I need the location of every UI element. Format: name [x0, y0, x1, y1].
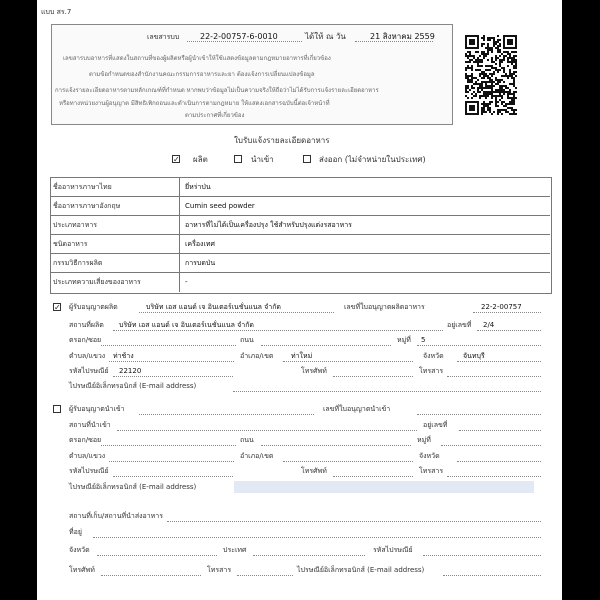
row-food-type-value: เครื่องเทศ: [185, 240, 215, 248]
row-risk-value: -: [185, 278, 188, 286]
licensee-subdistrict: ท่าช้าง: [113, 352, 134, 360]
licensee-checkbox[interactable]: [53, 303, 61, 311]
notice-line-4: หรือทางหน่วยงานผู้อนุญาต มีสิทธิเพิกถอนและดำเนินการตามกฎหมาย ให้แสดงเอกสารฉบับนี้ต่อเจ้าหน้าที่: [59, 100, 330, 107]
importer-district-label: อำเภอ/เขต: [240, 452, 274, 460]
licensee-road-label: ถนน: [240, 336, 254, 344]
type-import-label: นำเข้า: [251, 155, 274, 164]
importer-no-label: อยู่เลขที่: [423, 421, 448, 429]
row-english-name-value: Cumin seed powder: [185, 202, 255, 210]
storage-postal-label: รหัสไปรษณีย์: [373, 546, 413, 554]
form-code: แบบ สร.7: [41, 8, 72, 16]
storage-phone-label: โทรศัพท์: [69, 566, 95, 574]
importer-subdistrict-label: ตำบล/แขวง: [69, 452, 106, 460]
importer-road-label: ถนน: [240, 436, 254, 444]
check-mark-icon: ✓: [54, 303, 61, 312]
storage-at-label: ที่อยู่: [69, 528, 82, 536]
notice-line-1: เลขสารบบอาหารที่แสดงในสถานที่ของผู้ผลิตหรือผู้นำเข้าให้ใช้แสดงข้อมูลตามกฎหมายอาหารที่เกี่ยวข้อง: [63, 55, 331, 62]
type-import-checkbox[interactable]: [234, 155, 242, 163]
type-export-label: ส่งออก (ไม่จำหน่ายในประเทศ): [319, 155, 426, 164]
licensee-district-label: อำเภอ/เขต: [240, 352, 274, 360]
notice-line-2: ตามข้อกำหนดของสำนักงานคณะกรรมการอาหารและยา ต้องแจ้งการเปลี่ยนแปลงข้อมูล: [89, 71, 315, 78]
section-title: ใบรับแจ้งรายละเอียดอาหาร: [234, 136, 330, 145]
licensee-postal: 22120: [119, 367, 142, 375]
licensee-email-label: ไปรษณีย์อิเล็กทรอนิกส์ (E-mail address): [69, 382, 197, 390]
type-export-checkbox[interactable]: [303, 155, 311, 163]
licensee-place-label: สถานที่ผลิต: [69, 321, 104, 329]
importer-place-label: สถานที่นำเข้า: [69, 421, 111, 429]
row-process-label: กรรมวิธีการผลิต: [53, 259, 103, 267]
licensee-moo: 5: [421, 336, 426, 344]
licensee-province-label: จังหวัด: [423, 352, 444, 360]
qr-code-icon: [465, 35, 517, 115]
importer-phone-label: โทรศัพท์: [301, 467, 327, 475]
licensee-soi-label: ตรอก/ซอย: [69, 336, 102, 344]
importer-province-label: จังหวัด: [419, 452, 440, 460]
food-info-table: [50, 177, 552, 294]
doc-no: 22-2-00757-6-0010: [200, 32, 278, 41]
check-mark-icon: ✓: [173, 155, 180, 164]
row-food-type-label: ชนิดอาหาร: [53, 240, 88, 248]
storage-fax-label: โทรสาร: [207, 566, 232, 574]
importer-license-label: เลขที่ใบอนุญาตนำเข้า: [323, 405, 391, 413]
licensee-no: 2/4: [483, 321, 495, 329]
doc-no-label: เลขสารบบ: [147, 33, 180, 41]
licensee-subdistrict-label: ตำบล/แขวง: [69, 352, 106, 360]
importer-moo-label: หมู่ที่: [417, 436, 431, 444]
licensee-phone-label: โทรศัพท์: [301, 367, 327, 375]
importer-checkbox[interactable]: [53, 405, 61, 413]
importer-label: ผู้รับอนุญาตนำเข้า: [69, 405, 125, 413]
storage-country-label: ประเทศ: [223, 546, 247, 554]
importer-fax-label: โทรสาร: [419, 467, 444, 475]
type-produce-checkbox[interactable]: [172, 155, 180, 163]
licensee-name: บริษัท เอส แอนด์ เจ อินเตอร์เนชั่นแนล จำกัด: [146, 303, 281, 311]
importer-email-field[interactable]: [234, 481, 534, 493]
storage-email-label: ไปรษณีย์อิเล็กทรอนิกส์ (E-mail address): [297, 566, 425, 574]
licensee-fax-label: โทรสาร: [419, 367, 444, 375]
licensee-district: ท่าใหม่: [291, 352, 313, 360]
licensee-license-no: 22-2-00757: [481, 303, 522, 311]
licensee-moo-label: หมู่ที่: [397, 336, 411, 344]
licensee-postal-label: รหัสไปรษณีย์: [69, 367, 109, 375]
notice-line-5: ตามประกาศที่เกี่ยวข้อง: [185, 112, 245, 119]
row-food-category-value: อาหารที่ไม่ได้เป็นเครื่องปรุง ใช้สำหรับปรุงแต่งรสอาหาร: [185, 221, 352, 229]
row-risk-label: ประเภทความเสี่ยงของอาหาร: [53, 278, 141, 286]
licensee-province: จันทบุรี: [463, 352, 485, 360]
licensee-license-label: เลขที่ใบอนุญาตผลิตอาหาร: [344, 303, 425, 311]
type-produce-label: ผลิต: [193, 155, 208, 164]
importer-postal-label: รหัสไปรษณีย์: [69, 467, 109, 475]
row-thai-name-label: ชื่ออาหารภาษาไทย: [53, 183, 112, 191]
licensee-label: ผู้รับอนุญาตผลิต: [69, 303, 118, 311]
licensee-place: บริษัท เอส แอนด์ เจ อินเตอร์เนชั่นแนล จำกัด: [119, 321, 254, 329]
row-food-category-label: ประเภทอาหาร: [53, 221, 98, 229]
row-thai-name-value: ยี่หร่าป่น: [185, 183, 211, 191]
row-process-value: การบดป่น: [185, 259, 216, 267]
importer-soi-label: ตรอก/ซอย: [69, 436, 102, 444]
storage-place-label: สถานที่เก็บ/สถานที่นำส่งอาหาร: [69, 512, 163, 520]
document-page: [37, 0, 562, 600]
issued-date: 21 สิงหาคม 2559: [370, 32, 435, 41]
importer-email-label: ไปรษณีย์อิเล็กทรอนิกส์ (E-mail address): [69, 483, 197, 491]
issued-label: ได้ให้ ณ วัน: [305, 32, 346, 41]
licensee-no-label: อยู่เลขที่: [447, 321, 472, 329]
row-english-name-label: ชื่ออาหารภาษาอังกฤษ: [53, 202, 121, 210]
storage-province-label: จังหวัด: [69, 546, 90, 554]
notice-line-3: การแจ้งรายละเอียดอาหารตามหลักเกณฑ์ที่กำหนด หากพบว่าข้อมูลไม่เป็นความจริงให้ถือว่าไม่ได้รับการแจ้งรายละเอียดอาหาร: [55, 87, 379, 94]
